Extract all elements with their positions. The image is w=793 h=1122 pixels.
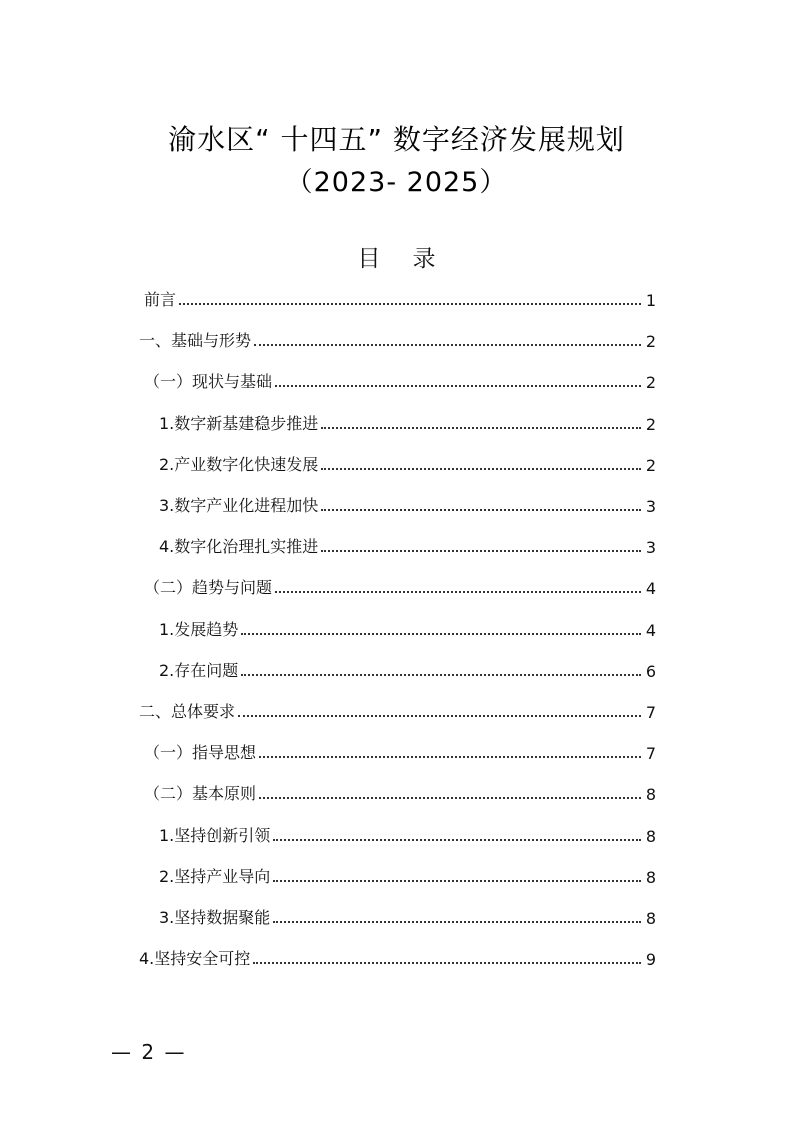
toc-dot-leader	[241, 633, 641, 635]
toc-entry-page-number: 2	[645, 332, 656, 352]
toc-entry[interactable]	[144, 284, 656, 310]
toc-dot-leader	[321, 427, 641, 429]
toc-entry-label: 前言	[144, 290, 177, 309]
toc-entry-label: 2.坚持产业导向	[159, 866, 271, 886]
toc-entry[interactable]	[159, 449, 656, 475]
toc-entry-label: （二）趋势与问题	[144, 578, 273, 598]
toc-entry-page-number: 6	[645, 661, 656, 681]
toc-entry-label: 1.数字新基建稳步推进	[159, 413, 319, 433]
toc-dot-leader	[253, 962, 641, 964]
toc-entry-label: （一）指导思想	[144, 743, 257, 763]
toc-entry[interactable]	[159, 531, 656, 557]
toc-entry[interactable]	[144, 572, 656, 598]
toc-entry-page-number: 8	[645, 785, 656, 805]
toc-entry[interactable]	[159, 655, 656, 681]
page-number-footer: — 2 —	[111, 1040, 187, 1064]
toc-entry-page-number: 9	[645, 950, 656, 970]
toc-entry-label: 2.存在问题	[159, 660, 239, 680]
toc-dot-leader	[275, 385, 641, 387]
toc-entry-label: 3.坚持数据聚能	[159, 908, 271, 927]
toc-entry-page-number: 8	[645, 867, 656, 887]
toc-dot-leader	[259, 797, 641, 799]
toc-entry[interactable]	[159, 490, 656, 516]
toc-dot-leader	[273, 839, 641, 841]
toc-entry-page-number: 3	[645, 497, 656, 516]
document-subtitle-years: （2023- 2025）	[285, 167, 508, 198]
toc-dot-leader	[179, 303, 641, 305]
toc-entry[interactable]	[159, 408, 656, 434]
toc-entry-page-number: 2	[645, 455, 656, 475]
toc-entry-label: 3.数字产业化进程加快	[159, 496, 319, 515]
toc-entry-label: 1.坚持创新引领	[159, 825, 271, 845]
toc-dot-leader	[321, 550, 641, 552]
toc-entry[interactable]	[159, 820, 656, 846]
toc-entry-page-number: 8	[645, 826, 656, 846]
toc-entry[interactable]	[144, 366, 656, 392]
toc-entry[interactable]	[139, 325, 656, 351]
toc-entry-label: 4.数字化治理扎实推进	[159, 537, 319, 557]
toc-entry[interactable]	[159, 861, 656, 887]
toc-entry-page-number: 4	[645, 579, 656, 599]
toc-entry-page-number: 7	[645, 744, 656, 764]
toc-entry-label: 4.坚持安全可控	[139, 949, 251, 969]
toc-entry[interactable]	[139, 696, 656, 722]
toc-entry-label: （一）现状与基础	[144, 372, 273, 392]
toc-heading: 目录	[357, 246, 468, 272]
toc-entry[interactable]	[159, 614, 656, 640]
toc-dot-leader	[273, 880, 641, 882]
toc-dot-leader	[321, 509, 641, 511]
toc-dot-leader	[321, 468, 641, 470]
toc-entry-label: 1.发展趋势	[159, 619, 239, 639]
toc-dot-leader	[275, 591, 641, 593]
document-title: 渝水区“ 十四五” 数字经济发展规划	[168, 123, 625, 156]
toc-dot-leader	[241, 674, 641, 676]
toc-entry[interactable]	[144, 737, 656, 763]
toc-entry-page-number: 8	[645, 909, 656, 928]
toc-entry-page-number: 4	[645, 620, 656, 640]
toc-dot-leader	[273, 921, 641, 923]
toc-entry-label: 一、基础与形势	[139, 331, 252, 351]
toc-dot-leader	[254, 344, 641, 346]
toc-entry-page-number: 1	[645, 291, 656, 310]
toc-entry-label: （二）基本原则	[144, 784, 257, 804]
toc-dot-leader	[259, 756, 641, 758]
toc-entry[interactable]	[139, 943, 656, 969]
toc-entry-page-number: 2	[645, 414, 656, 434]
toc-entry-page-number: 2	[645, 373, 656, 393]
toc-entry-page-number: 3	[645, 538, 656, 558]
toc-entry[interactable]	[144, 778, 656, 804]
toc-entry-label: 2.产业数字化快速发展	[159, 454, 319, 474]
toc-entry-page-number: 7	[645, 703, 656, 722]
toc-entry[interactable]	[159, 902, 656, 928]
toc-entry-label: 二、总体要求	[139, 702, 236, 721]
toc-dot-leader	[238, 715, 641, 717]
